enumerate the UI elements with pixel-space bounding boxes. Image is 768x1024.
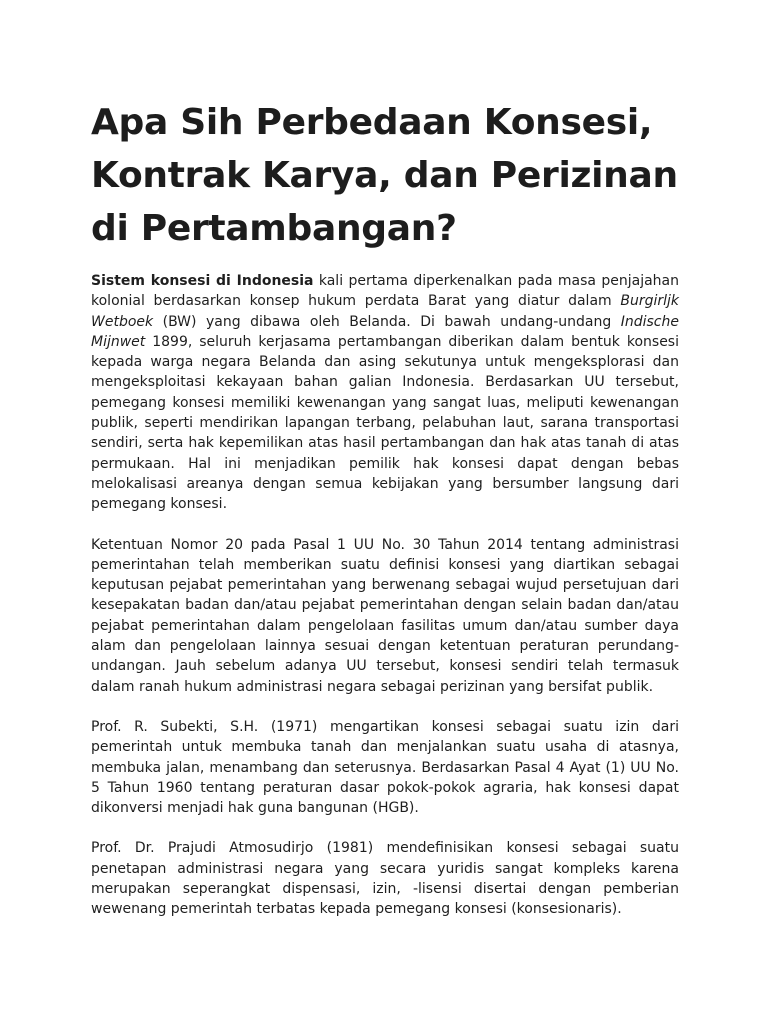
paragraph-text: 1899, seluruh kerjasama pertambangan diberikan dalam bentuk konsesi kepada warga negara Belanda dan asing sekutunya untuk mengeksplorasi dan mengeksploitasi kekayaan bahan galian Indonesia. Berdasarkan UU tersebut, pemegang konsesi memiliki kewenangan yang sangat luas, meliputi kewenangan publik, seperti mendirikan lapangan terbang, pelabuhan laut, sarana transportasi sendiri, serta hak kepemilikan atas hasil pertambangan dan hak atas tanah di atas permukaan. Hal ini menjadikan pemilik hak konsesi dapat dengan bebas melokalisasi areanya dengan semua kebijakan yang bersumber langsung dari pemegang konsesi. bbox=[91, 333, 679, 513]
document-title: Apa Sih Perbedaan Konsesi, Kontrak Karya, dan Perizinan di Pertambangan? bbox=[91, 102, 678, 249]
paragraph-ketentuan: Ketentuan Nomor 20 pada Pasal 1 UU No. 30 Tahun 2014 tentang administrasi pemerintahan telah memberikan suatu definisi konsesi yang diartikan sebagai keputusan pejabat pemerintahan yang berwenang sebagai wujud persetujuan dari kesepakatan badan dan/atau pejabat pemerintahan dengan selain badan dan/atau pejabat pemerintahan dalam pengelolaan fasilitas umum dan/atau sumber daya alam dan pengelolaan lainnya sesuai dengan ketentuan peraturan perundang-undangan. Jauh sebelum adanya UU tersebut, konsesi sendiri telah termasuk dalam ranah hukum administrasi negara sebagai perizinan yang bersifat publik. bbox=[91, 536, 679, 695]
italic-term-indische-mijnwet: Indische Mijnwet bbox=[91, 313, 679, 350]
paragraph-prajudi: Prof. Dr. Prajudi Atmosudirjo (1981) mendefinisikan konsesi sebagai suatu penetapan administrasi negara yang secara yuridis sangat kompleks karena merupakan seperangkat dispensasi, izin, -lisensi disertai dengan pemberian wewenang pemerintah terbatas kepada pemegang konsesi (konsesionaris). bbox=[91, 840, 679, 918]
italic-term-burgirljk: Burgirljk Wetboek bbox=[91, 293, 679, 330]
bold-lead-phrase: Sistem konsesi di Indonesia bbox=[91, 273, 314, 289]
paragraph-text: (BW) yang dibawa oleh Belanda. Di bawah undang-undang bbox=[153, 313, 621, 330]
document-page bbox=[91, 96, 679, 940]
paragraph-subekti: Prof. R. Subekti, S.H. (1971) mengartikan konsesi sebagai suatu izin dari pemerintah untuk membuka tanah dan menjalankan suatu usaha di atasnya, membuka jalan, menambang dan seterusnya. Berdasarkan Pasal 4 Ayat (1) UU No. 5 Tahun 1960 tentang peraturan dasar pokok-pokok agraria, hak konsesi dapat dikonversi menjadi hak guna bangunan (HGB). bbox=[91, 718, 679, 817]
paragraph-sistem-konsesi bbox=[91, 271, 679, 515]
paragraph-text: kali pertama diperkenalkan pada masa penjajahan kolonial berdasarkan konsep hukum perdata Barat yang diatur dalam bbox=[91, 273, 679, 310]
